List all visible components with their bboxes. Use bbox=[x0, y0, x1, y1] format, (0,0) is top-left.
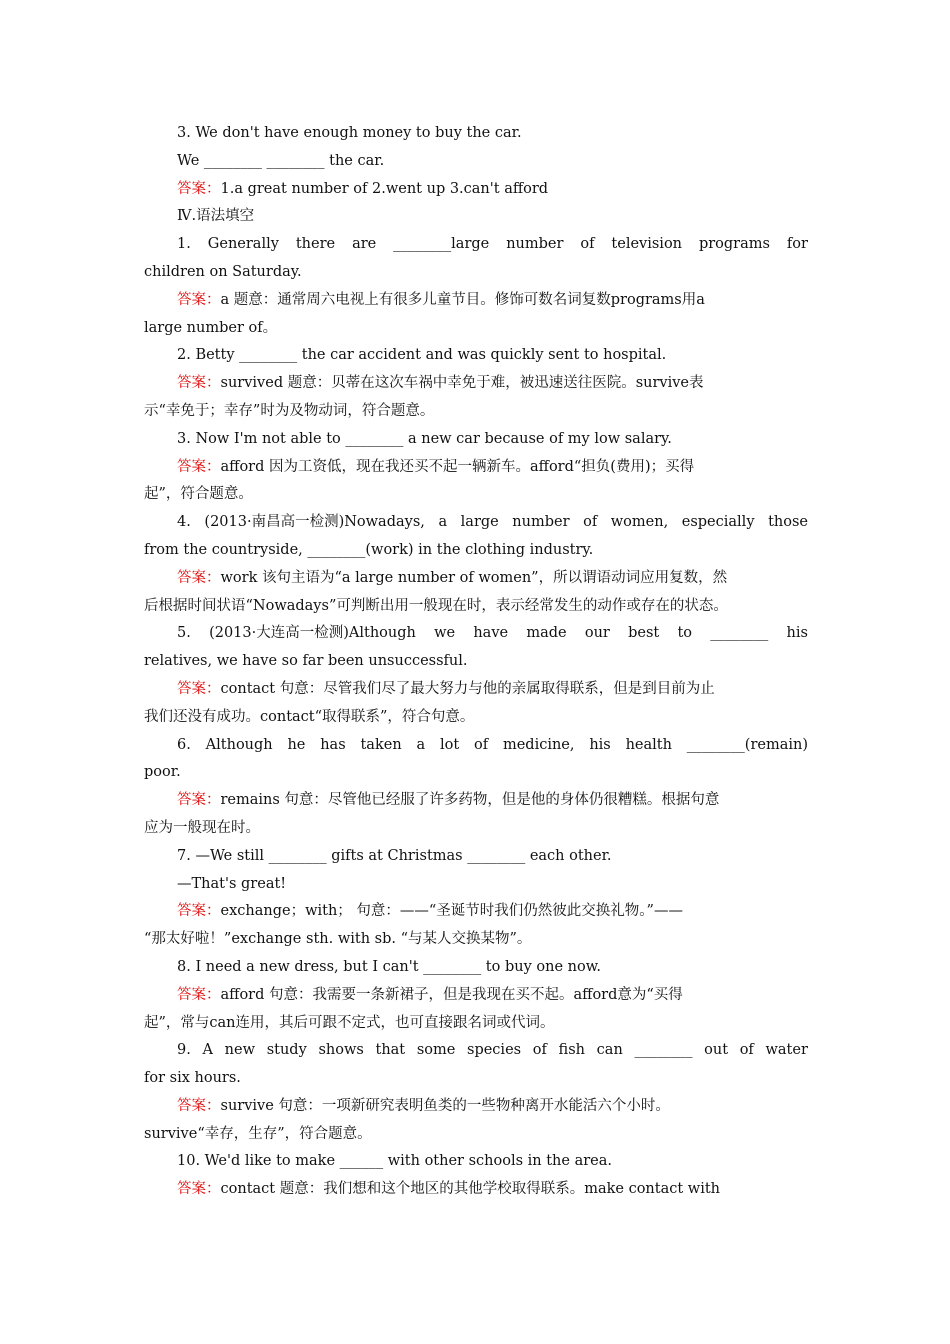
answer-line: 答案：survived 题意：贝蒂在这次车祸中幸免于难，被迅速送往医院。survive表 bbox=[177, 375, 704, 392]
answer-label: 答案： bbox=[177, 903, 221, 920]
answer-label: 答案： bbox=[177, 986, 221, 1003]
question-item bbox=[144, 620, 808, 731]
answer-label: 答案： bbox=[177, 1181, 221, 1198]
question-line: 10. We'd like to make ______ with other schools in the area. bbox=[177, 1153, 612, 1170]
answer-text: 1.a great number of 2.went up 3.can't afford bbox=[220, 180, 549, 197]
answer-label: 答案： bbox=[177, 1097, 221, 1114]
answer-line: 答案：work 该句主语为“a large number of women”，所以谓语动词应用复数，然 bbox=[177, 569, 728, 586]
answer-continuation: 应为一般现在时。 bbox=[144, 819, 260, 836]
question-item bbox=[144, 231, 808, 342]
answer-continuation: 示“幸免于；幸存”时为及物动词，符合题意。 bbox=[144, 402, 435, 419]
section-title: Ⅳ.语法填空 bbox=[177, 208, 255, 225]
question-line: —That's great! bbox=[177, 875, 287, 892]
answer-line: 答案：remains 句意：尽管他已经服了许多药物，但是他的身体仍很糟糕。根据句意 bbox=[177, 792, 720, 809]
answer-label: 答案： bbox=[177, 569, 221, 586]
question-line: 5. (2013·大连高一检测)Although we have made our best to ________ his bbox=[177, 625, 808, 642]
question-list bbox=[144, 231, 808, 1204]
question-line: relatives, we have so far been unsuccessful. bbox=[144, 653, 468, 670]
question-line: poor. bbox=[144, 764, 181, 781]
question-item bbox=[144, 732, 808, 843]
answer-line: 答案：contact 题意：我们想和这个地区的其他学校取得联系。make contact with bbox=[177, 1181, 721, 1198]
answer-line: 答案：a 题意：通常周六电视上有很多儿童节目。修饰可数名词复数programs用a bbox=[177, 291, 705, 308]
answer-line: 答案：afford 因为工资低，现在我还买不起一辆新车。afford“担负(费用)；买得 bbox=[177, 458, 695, 475]
answer-continuation: survive“幸存，生存”，符合题意。 bbox=[144, 1125, 372, 1142]
question-item bbox=[144, 342, 808, 425]
answer-block bbox=[144, 176, 808, 204]
answer-label: 答案： bbox=[177, 792, 221, 809]
question-line: 4. (2013·南昌高一检测)Nowadays, a large number of women, especially those bbox=[177, 514, 808, 531]
answer-continuation: 起”，符合题意。 bbox=[144, 486, 253, 503]
answer-continuation: large number of。 bbox=[144, 319, 278, 336]
answer-continuation: 后根据时间状语“Nowadays”可判断出用一般现在时，表示经常发生的动作或存在的状态。 bbox=[144, 597, 728, 614]
answer-label: 答案： bbox=[177, 680, 221, 697]
question-item bbox=[144, 1037, 808, 1148]
answer-label: 答案： bbox=[177, 458, 221, 475]
answer-continuation: “那太好啦！”exchange sth. with sb. “与某人交换某物”。 bbox=[144, 931, 532, 948]
question-item bbox=[144, 1148, 808, 1204]
question-3-text: 3. We don't have enough money to buy the car. bbox=[177, 125, 522, 141]
answer-line: 答案：afford 句意：我需要一条新裙子，但是我现在买不起。afford意为“买得 bbox=[177, 986, 683, 1003]
answer-label: 答案： bbox=[177, 375, 221, 392]
question-item bbox=[144, 843, 808, 954]
question-item bbox=[144, 954, 808, 1037]
question-line: 6. Although he has taken a lot of medicine, his health ________(remain) bbox=[177, 736, 808, 753]
answer-label: 答案： bbox=[177, 291, 221, 308]
question-item bbox=[144, 426, 808, 509]
answer-label: 答案： bbox=[177, 180, 221, 197]
answer-line: 答案：survive 句意：一项新研究表明鱼类的一些物种离开水能活六个小时。 bbox=[177, 1097, 670, 1114]
document-page bbox=[144, 120, 808, 1204]
question-line: 3. Now I'm not able to ________ a new car because of my low salary. bbox=[177, 430, 672, 447]
answer-line: 答案：contact 句意：尽管我们尽了最大努力与他的亲属取得联系，但是到目前为止 bbox=[177, 680, 715, 697]
answer-line: 答案：exchange；with； 句意：——“圣诞节时我们仍然彼此交换礼物。”—— bbox=[177, 903, 683, 920]
answer-continuation: 我们还没有成功。contact“取得联系”，符合句意。 bbox=[144, 708, 475, 725]
question-3-blank: We ________ ________ the car. bbox=[177, 152, 385, 169]
question-line: 9. A new study shows that some species of fish can ________ out of water bbox=[177, 1042, 808, 1059]
question-line: 2. Betty ________ the car accident and was quickly sent to hospital. bbox=[177, 347, 667, 364]
question-line: children on Saturday. bbox=[144, 263, 302, 280]
answer-continuation: 起”，常与can连用，其后可跟不定式，也可直接跟名词或代词。 bbox=[144, 1014, 555, 1031]
question-line: 1. Generally there are ________large number of television programs for bbox=[177, 236, 808, 253]
question-item bbox=[144, 509, 808, 620]
question-line: 7. —We still ________ gifts at Christmas ________ each other. bbox=[177, 847, 612, 864]
question-line: for six hours. bbox=[144, 1070, 241, 1087]
question-line: from the countryside, ________(work) in the clothing industry. bbox=[144, 541, 594, 558]
question-line: 8. I need a new dress, but I can't ________ to buy one now. bbox=[177, 958, 602, 975]
